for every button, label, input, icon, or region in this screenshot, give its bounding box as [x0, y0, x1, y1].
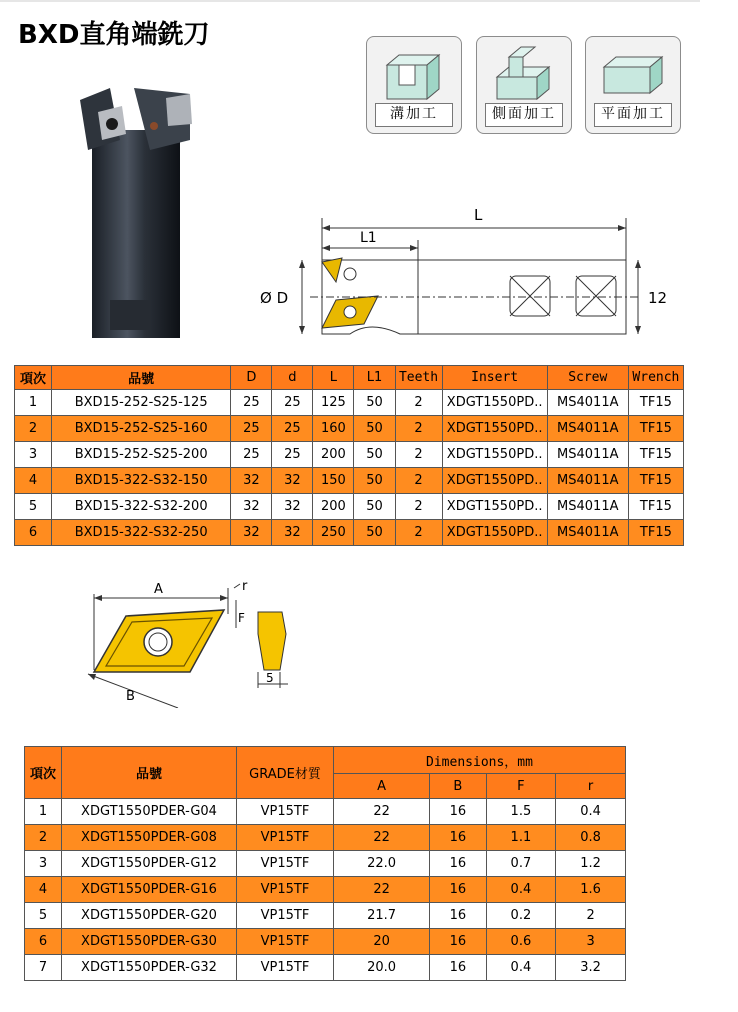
diameter-label: Ø D: [260, 289, 289, 307]
cell-r: 0.4: [556, 799, 626, 825]
tool-table-header-row: [15, 366, 684, 390]
cell-grade: VP15TF: [237, 903, 334, 929]
cell-B: 16: [430, 851, 486, 877]
cell-d: 25: [272, 442, 313, 468]
cell-part: XDGT1550PDER-G04: [62, 799, 237, 825]
col-part: 品號: [62, 747, 237, 799]
col-wrench: Wrench: [628, 366, 683, 390]
cell-d: 25: [272, 390, 313, 416]
cell-wrench: TF15: [628, 494, 683, 520]
cell-teeth: 2: [395, 468, 442, 494]
col-grade: GRADE材質: [237, 747, 334, 799]
col-screw: Screw: [547, 366, 628, 390]
cell-part: XDGT1550PDER-G30: [62, 929, 237, 955]
cell-B: 16: [430, 825, 486, 851]
end-mill-photo: [80, 80, 200, 338]
cell-part: BXD15-252-S25-200: [52, 442, 231, 468]
cell-A: 22.0: [334, 851, 430, 877]
cell-screw: MS4011A: [547, 520, 628, 546]
cell-F: 0.7: [486, 851, 556, 877]
col-insert: Insert: [442, 366, 547, 390]
table-row: [25, 903, 626, 929]
cell-L: 200: [313, 442, 354, 468]
cell-item: 7: [25, 955, 62, 981]
cell-item: 4: [25, 877, 62, 903]
cell-wrench: TF15: [628, 442, 683, 468]
col-r: r: [556, 774, 626, 799]
table-row: [25, 799, 626, 825]
cell-wrench: TF15: [628, 390, 683, 416]
cell-item: 2: [25, 825, 62, 851]
cell-d: 32: [272, 520, 313, 546]
cell-L: 150: [313, 468, 354, 494]
cell-wrench: TF15: [628, 416, 683, 442]
table-row: [15, 416, 684, 442]
cell-d: 32: [272, 494, 313, 520]
cell-d: 32: [272, 468, 313, 494]
cell-B: 16: [430, 955, 486, 981]
cell-grade: VP15TF: [237, 877, 334, 903]
cell-part: BXD15-322-S32-200: [52, 494, 231, 520]
cell-F: 1.5: [486, 799, 556, 825]
length-label: L: [474, 206, 483, 224]
table-row: [15, 494, 684, 520]
col-part: 品號: [52, 366, 231, 390]
cell-F: 0.4: [486, 877, 556, 903]
cell-L1: 50: [354, 390, 395, 416]
cell-item: 5: [15, 494, 52, 520]
cell-part: XDGT1550PDER-G12: [62, 851, 237, 877]
side-milling-icon: [489, 43, 559, 103]
col-L: L: [313, 366, 354, 390]
cell-D: 25: [231, 390, 272, 416]
cell-L: 125: [313, 390, 354, 416]
cell-teeth: 2: [395, 390, 442, 416]
cell-A: 20.0: [334, 955, 430, 981]
cell-part: XDGT1550PDER-G08: [62, 825, 237, 851]
dim-A-label: A: [154, 582, 163, 597]
cell-item: 3: [15, 442, 52, 468]
cell-B: 16: [430, 877, 486, 903]
cell-r: 3.2: [556, 955, 626, 981]
cell-part: XDGT1550PDER-G16: [62, 877, 237, 903]
cell-item: 6: [15, 520, 52, 546]
table-row: [25, 851, 626, 877]
table-row: [25, 825, 626, 851]
cell-part: XDGT1550PDER-G32: [62, 955, 237, 981]
cell-insert: XDGT1550PD..: [442, 416, 547, 442]
face-milling-card: [585, 36, 681, 134]
cell-grade: VP15TF: [237, 825, 334, 851]
col-item: 項次: [25, 747, 62, 799]
cell-D: 32: [231, 520, 272, 546]
cell-item: 6: [25, 929, 62, 955]
table-row: [15, 520, 684, 546]
cell-D: 25: [231, 416, 272, 442]
cell-part: BXD15-322-S32-250: [52, 520, 231, 546]
dim-B-label: B: [126, 689, 135, 704]
cell-screw: MS4011A: [547, 442, 628, 468]
cell-D: 32: [231, 494, 272, 520]
col-A: A: [334, 774, 430, 799]
col-F: F: [486, 774, 556, 799]
cell-D: 25: [231, 442, 272, 468]
cell-grade: VP15TF: [237, 851, 334, 877]
slot-milling-card: [366, 36, 462, 134]
cell-part: BXD15-252-S25-125: [52, 390, 231, 416]
cell-B: 16: [430, 903, 486, 929]
cell-r: 2: [556, 903, 626, 929]
cell-part: BXD15-252-S25-160: [52, 416, 231, 442]
cell-L: 200: [313, 494, 354, 520]
cell-A: 20: [334, 929, 430, 955]
flute-length-label: L1: [360, 230, 377, 246]
cell-grade: VP15TF: [237, 929, 334, 955]
col-dimensions: Dimensions，mm: [334, 747, 626, 774]
col-teeth: Teeth: [395, 366, 442, 390]
dim-F-label: F: [238, 611, 245, 625]
cell-A: 22: [334, 799, 430, 825]
insert-spec-table: [24, 746, 626, 981]
cell-r: 1.2: [556, 851, 626, 877]
cell-insert: XDGT1550PD..: [442, 494, 547, 520]
cell-r: 3: [556, 929, 626, 955]
cell-L1: 50: [354, 520, 395, 546]
face-milling-label: 平面加工: [594, 103, 672, 127]
cell-part: BXD15-322-S32-150: [52, 468, 231, 494]
cell-wrench: TF15: [628, 520, 683, 546]
tool-spec-table: [14, 365, 684, 546]
col-L1: L1: [354, 366, 395, 390]
cell-D: 32: [231, 468, 272, 494]
cell-A: 21.7: [334, 903, 430, 929]
col-D: D: [231, 366, 272, 390]
cell-teeth: 2: [395, 442, 442, 468]
cell-d: 25: [272, 416, 313, 442]
top-divider: [0, 0, 700, 2]
cell-screw: MS4011A: [547, 494, 628, 520]
dim-r-label: r: [242, 579, 248, 594]
cell-item: 5: [25, 903, 62, 929]
cell-insert: XDGT1550PD..: [442, 442, 547, 468]
shank-diameter-label: 12: [648, 289, 668, 307]
cell-B: 16: [430, 929, 486, 955]
col-item: 項次: [15, 366, 52, 390]
table-row: [15, 442, 684, 468]
cell-grade: VP15TF: [237, 955, 334, 981]
cell-F: 0.6: [486, 929, 556, 955]
table-row: [25, 929, 626, 955]
cell-insert: XDGT1550PD..: [442, 390, 547, 416]
page-title: BXD直角端銑刀: [18, 20, 210, 50]
tool-dimension-drawing: [250, 200, 680, 340]
cell-L: 250: [313, 520, 354, 546]
col-B: B: [430, 774, 486, 799]
table-row: [25, 955, 626, 981]
cell-r: 1.6: [556, 877, 626, 903]
cell-part: XDGT1550PDER-G20: [62, 903, 237, 929]
slot-milling-label: 溝加工: [375, 103, 453, 127]
dim-thickness-label: 5: [266, 671, 274, 685]
table-row: [25, 877, 626, 903]
cell-F: 0.4: [486, 955, 556, 981]
insert-dimension-drawing: [70, 578, 310, 708]
side-milling-card: [476, 36, 572, 134]
side-milling-label: 側面加工: [485, 103, 563, 127]
cell-screw: MS4011A: [547, 390, 628, 416]
cell-L1: 50: [354, 442, 395, 468]
cell-L1: 50: [354, 416, 395, 442]
cell-insert: XDGT1550PD..: [442, 468, 547, 494]
cell-wrench: TF15: [628, 468, 683, 494]
slot-milling-icon: [379, 43, 449, 103]
cell-teeth: 2: [395, 520, 442, 546]
cell-screw: MS4011A: [547, 416, 628, 442]
cell-teeth: 2: [395, 416, 442, 442]
cell-L: 160: [313, 416, 354, 442]
table-row: [15, 390, 684, 416]
cell-grade: VP15TF: [237, 799, 334, 825]
cell-B: 16: [430, 799, 486, 825]
face-milling-icon: [598, 43, 668, 103]
cell-F: 1.1: [486, 825, 556, 851]
col-d: d: [272, 366, 313, 390]
cell-item: 4: [15, 468, 52, 494]
cell-L1: 50: [354, 494, 395, 520]
cell-item: 3: [25, 851, 62, 877]
cell-teeth: 2: [395, 494, 442, 520]
cell-L1: 50: [354, 468, 395, 494]
cell-F: 0.2: [486, 903, 556, 929]
cell-item: 2: [15, 416, 52, 442]
cell-screw: MS4011A: [547, 468, 628, 494]
cell-r: 0.8: [556, 825, 626, 851]
cell-A: 22: [334, 825, 430, 851]
cell-item: 1: [15, 390, 52, 416]
cell-item: 1: [25, 799, 62, 825]
cell-insert: XDGT1550PD..: [442, 520, 547, 546]
cell-A: 22: [334, 877, 430, 903]
table-row: [15, 468, 684, 494]
insert-table-header-row: [25, 747, 626, 774]
